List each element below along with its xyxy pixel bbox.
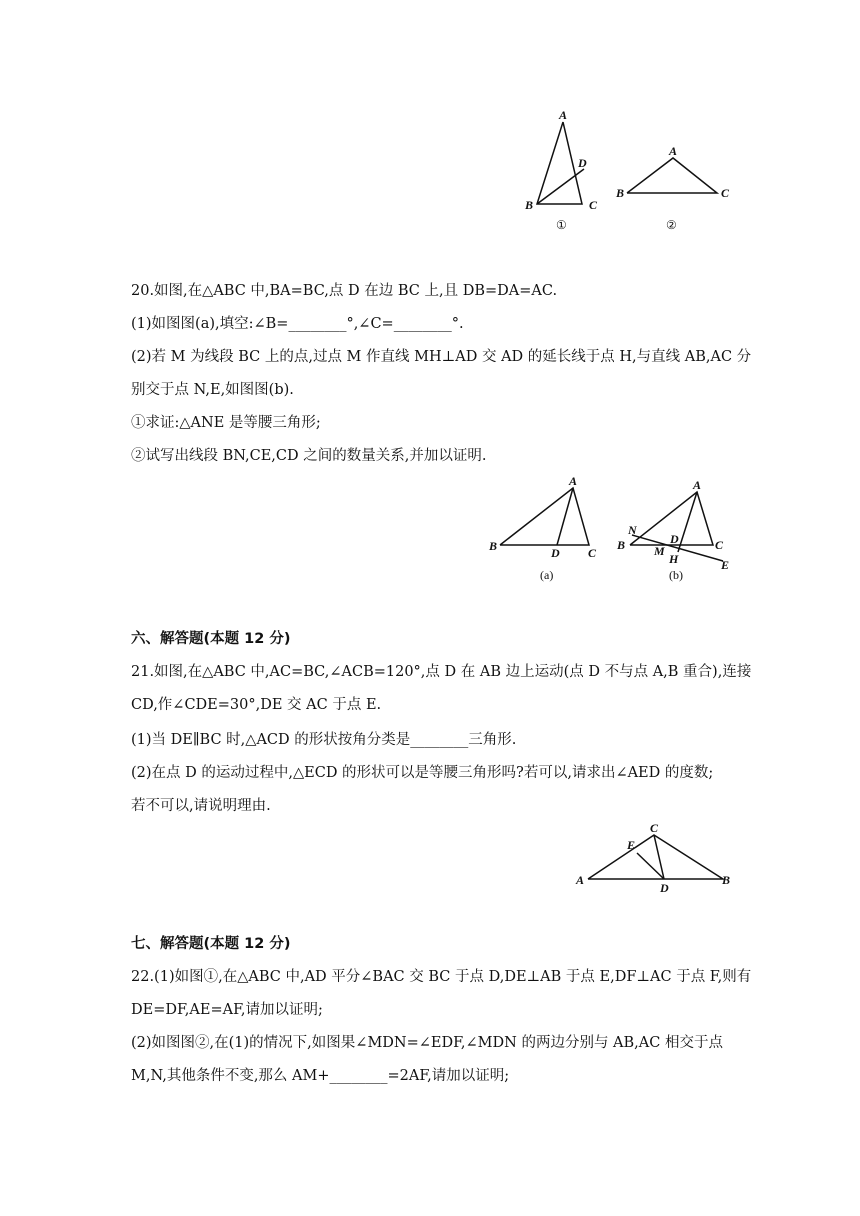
caption-b: (b): [669, 568, 683, 582]
label-c: C: [650, 821, 659, 835]
label-b: B: [722, 873, 731, 887]
label-a: A: [693, 478, 702, 492]
label-d: D: [551, 546, 560, 560]
segment-ad: [557, 488, 573, 545]
segment-de: [637, 853, 664, 879]
problem-21-part1: (1)当 DE∥BC 时,△ACD 的形状按角分类是________三角形.: [131, 732, 517, 748]
segment-ad-extended: [678, 492, 697, 552]
caption-a: (a): [540, 568, 554, 582]
problem-20-part2: (2)若 M 为线段 BC 上的点,过点 M 作直线 MH⊥AD 交 AD 的延长线于点 H,与直线 AB,AC 分: [131, 349, 752, 365]
label-h: H: [669, 552, 679, 566]
figure-21: [570, 820, 745, 900]
problem-21-part2-cont: 若不可以,请说明理由.: [131, 798, 271, 814]
problem-20-part1: (1)如图图(a),填空:∠B=________°,∠C=________°.: [131, 316, 464, 332]
label-b: B: [525, 198, 534, 212]
section-7-heading: 七、解答题(本题 12 分): [131, 936, 291, 952]
triangle-2: [627, 158, 717, 193]
label-d: D: [670, 532, 679, 546]
label-a2: A: [669, 144, 678, 158]
problem-20-part2-cont: 别交于点 N,E,如图图(b).: [131, 382, 294, 398]
label-b: B: [489, 539, 498, 553]
label-c: C: [588, 546, 597, 560]
triangle-1: [537, 122, 582, 204]
problem-20-sub1: ①求证:△ANE 是等腰三角形;: [131, 415, 321, 431]
label-a: A: [569, 475, 578, 488]
problem-20-sub2: ②试写出线段 BN,CE,CD 之间的数量关系,并加以证明.: [131, 448, 487, 464]
label-b2: B: [616, 186, 625, 200]
problem-21-part2: (2)在点 D 的运动过程中,△ECD 的形状可以是等腰三角形吗?若可以,请求出∠AED 的度数;: [131, 765, 714, 781]
problem-21-stem: 21.如图,在△ABC 中,AC=BC,∠ACB=120°,点 D 在 AB 边上运动(点 D 不与点 A,B 重合),连接: [131, 664, 752, 680]
label-d: D: [578, 156, 587, 170]
segment-bd: [537, 169, 584, 204]
label-e: E: [627, 838, 636, 852]
label-m: M: [654, 544, 665, 558]
problem-22-part2: (2)如图图②,在(1)的情况下,如图果∠MDN=∠EDF,∠MDN 的两边分别与 AB,AC 相交于点: [131, 1035, 723, 1051]
problem-22-part1-cont: DE=DF,AE=AF,请加以证明;: [131, 1002, 323, 1018]
caption-1: ①: [556, 218, 567, 232]
caption-2: ②: [666, 218, 677, 232]
label-d: D: [660, 881, 669, 895]
problem-22-part2-cont: M,N,其他条件不变,那么 AM+________=2AF,请加以证明;: [131, 1068, 510, 1084]
triangle-a: [500, 488, 589, 545]
label-a: A: [559, 108, 568, 122]
problem-21-stem-cont: CD,作∠CDE=30°,DE 交 AC 于点 E.: [131, 697, 382, 713]
figure-20-a-b: [485, 475, 745, 590]
label-a: A: [576, 873, 585, 887]
section-6-heading: 六、解答题(本题 12 分): [131, 631, 291, 647]
problem-22-part1: 22.(1)如图①,在△ABC 中,AD 平分∠BAC 交 BC 于点 D,DE⊥AB 于点 E,DF⊥AC 于点 F,则有: [131, 969, 752, 985]
label-n: N: [628, 523, 637, 537]
label-c: C: [715, 538, 724, 552]
figure-triangles-1-2: [515, 105, 745, 240]
label-c2: C: [721, 186, 730, 200]
label-c: C: [589, 198, 598, 212]
segment-cd: [654, 835, 664, 879]
label-e: E: [721, 558, 730, 572]
label-b: B: [617, 538, 626, 552]
problem-20-stem: 20.如图,在△ABC 中,BA=BC,点 D 在边 BC 上,且 DB=DA=AC.: [131, 283, 558, 299]
